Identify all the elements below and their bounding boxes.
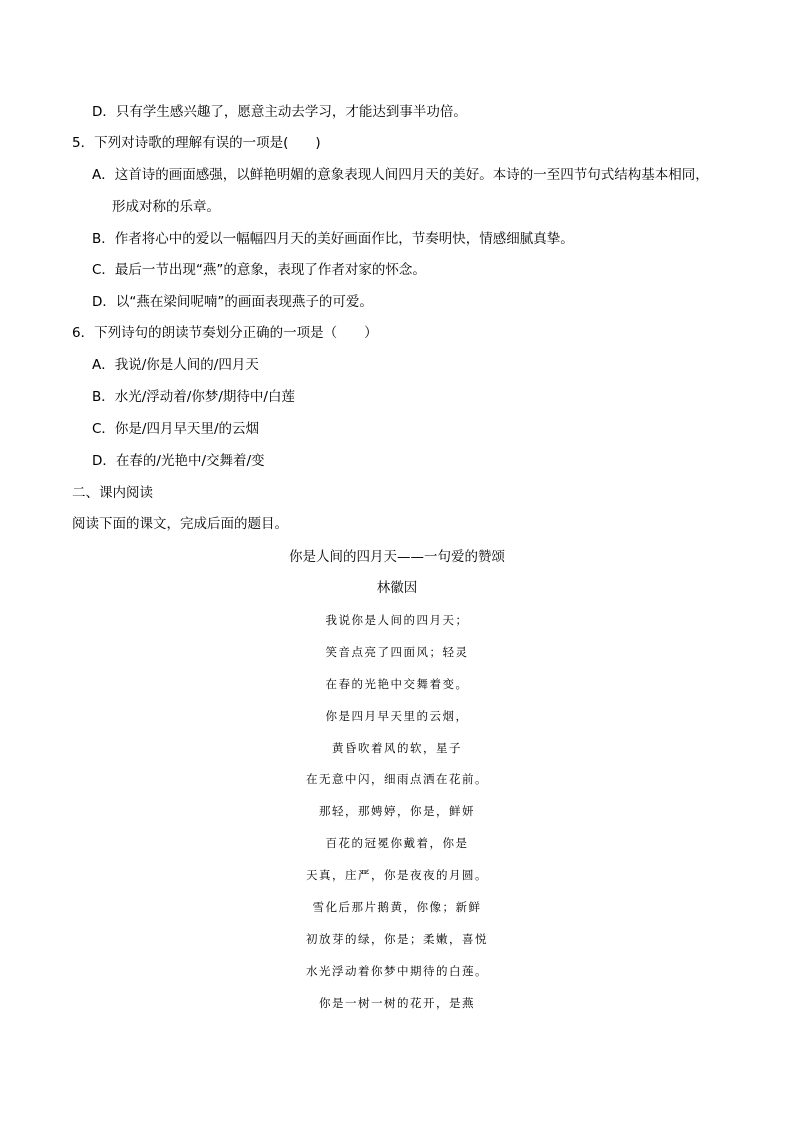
reading-instruction: 阅读下面的课文，完成后面的题目。 bbox=[72, 516, 288, 532]
question5-option-c: C．最后一节出现“燕”的意象，表现了作者对家的怀念。 bbox=[92, 262, 426, 278]
poem-line: 在无意中闪，细雨点洒在花前。 bbox=[306, 772, 488, 786]
question5-option-d: D．以“燕在梁间呢喃”的画面表现燕子的可爱。 bbox=[92, 294, 373, 310]
poem-line: 我说你是人间的四月天； bbox=[325, 613, 469, 627]
poem-line: 你是一树一树的花开，是燕 bbox=[319, 996, 475, 1010]
poem-title: 你是人间的四月天——一句爱的赞颂 bbox=[289, 549, 505, 565]
question6-option-c: C．你是/四月早天里/的云烟 bbox=[92, 421, 260, 437]
question5-stem: 5．下列对诗歌的理解有误的一项是( ) bbox=[72, 135, 321, 151]
question6-stem: 6．下列诗句的朗读节奏划分正确的一项是（ ） bbox=[72, 325, 378, 341]
poem-line: 黄昏吹着风的软，星子 bbox=[332, 741, 462, 755]
section-two-heading: 二、课内阅读 bbox=[72, 485, 153, 501]
poem-line: 笑音点亮了四面风；轻灵 bbox=[325, 645, 469, 659]
question6-option-a: A．我说/你是人间的/四月天 bbox=[92, 357, 259, 373]
poem-line: 百花的冠冕你戴着，你是 bbox=[325, 836, 469, 850]
poem-line: 初放芽的绿，你是；柔嫩，喜悦 bbox=[306, 932, 488, 946]
question6-option-d: D．在春的/光艳中/交舞着/变 bbox=[92, 453, 265, 469]
poem-author: 林徽因 bbox=[376, 580, 418, 596]
question6-option-b: B．水光/浮动着/你梦/期待中/白莲 bbox=[92, 389, 295, 405]
poem-line: 雪化后那片鹅黄，你像；新鲜 bbox=[312, 900, 482, 914]
question5-option-b: B．作者将心中的爱以一幅幅四月天的美好画面作比，节奏明快，情感细腻真挚。 bbox=[92, 231, 574, 247]
poem-line: 天真，庄严，你是夜夜的月圆。 bbox=[306, 868, 488, 882]
question5-option-a: A．这首诗的画面感强，以鲜艳明媚的意象表现人间四月天的美好。本诗的一至四节句式结构基本相同， bbox=[92, 167, 709, 183]
question4-option-d: D．只有学生感兴趣了，愿意主动去学习，才能达到事半功倍。 bbox=[92, 104, 467, 120]
poem-line: 水光浮动着你梦中期待的白莲。 bbox=[306, 964, 488, 978]
poem-line: 你是四月早天里的云烟， bbox=[325, 709, 469, 723]
poem-line: 那轻，那娉婷，你是，鲜妍 bbox=[319, 804, 475, 818]
poem-line: 在春的光艳中交舞着变。 bbox=[325, 677, 469, 691]
question5-option-a-continued: 形成对称的乐章。 bbox=[112, 199, 220, 215]
